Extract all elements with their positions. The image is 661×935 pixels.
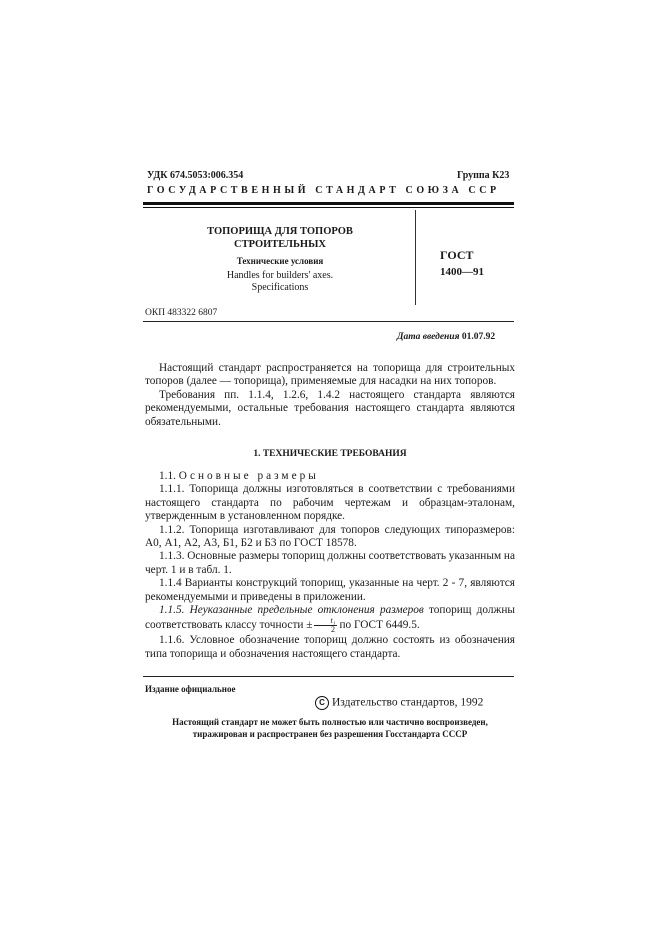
udk-code: УДК 674.5053:006.354: [147, 170, 244, 181]
section-title: 1. ТЕХНИЧЕСКИЕ ТРЕБОВАНИЯ: [253, 449, 407, 459]
paragraph-1-1-5-text: топорищ должны соответствовать классу точности ±: [145, 604, 515, 632]
section-body: [145, 470, 515, 661]
fraction-numerator: t₁: [314, 617, 337, 626]
title-line-2: СТРОИТЕЛЬНЫХ: [234, 239, 326, 250]
english-title-line-2: Specifications: [251, 282, 309, 293]
intro-text: [145, 362, 515, 429]
group-code: Группа К23: [457, 170, 510, 181]
title-line-1: ТОПОРИЩА ДЛЯ ТОПОРОВ: [207, 226, 353, 237]
tolerance-fraction: [314, 617, 337, 634]
subsection-title: Основные размеры: [178, 470, 319, 482]
paragraph-1-1-6: 1.1.6. Условное обозначение топорищ должно состоять из обозначения типа топорища и обозначения настоящего стандарта.: [145, 634, 515, 660]
gost-label: ГОСТ: [440, 248, 474, 262]
subsection-heading: [145, 470, 515, 483]
official-edition: Издание официальное: [145, 684, 236, 694]
gost-number: 1400—91: [440, 266, 484, 278]
paragraph-1-1-3: 1.1.3. Основные размеры топорищ должны соответствовать указанным на черт. 1 и в табл. 1.: [145, 550, 515, 576]
copyright-line: [315, 696, 483, 710]
paragraph-1-1-1: 1.1.1. Топорища должны изготовляться в соответствии с требованиями настоящего стандарта по рабочим чертежам и образцам-эталонам, утвержденным в установленном порядке.: [145, 483, 515, 523]
okp-rule: [143, 321, 514, 322]
english-title: [180, 270, 380, 294]
copyright-icon: C: [315, 696, 329, 710]
paragraph-1-1-5-tail: по ГОСТ 6449.5.: [339, 619, 420, 632]
paragraph-1-1-5: [145, 604, 515, 634]
intro-paragraph-1: Настоящий стандарт распространяется на топорища для строительных топоров (далее — топорища), применяемые для насадки на них топоров.: [145, 362, 515, 388]
copyright-text: Издательство стандартов, 1992: [332, 696, 484, 709]
reproduction-notice: [145, 717, 515, 740]
notice-line-2: тиражирован и распространен без разрешения Госстандарта СССР: [192, 728, 468, 739]
english-title-line-1: Handles for builders' axes.: [226, 270, 334, 281]
paragraph-1-1-2: 1.1.2. Топорища изготавливают для топоров следующих типоразмеров: А0, А1, А2, А3, Б1, Б2 и Б3 по ГОСТ 18578.: [145, 523, 515, 550]
document-subtitle: Технические условия: [236, 256, 324, 266]
intro-date: [397, 332, 495, 342]
okp-code: ОКП 483322 6807: [145, 308, 218, 318]
header-rule-thick: [143, 202, 514, 205]
notice-line-1: Настоящий стандарт не может быть полностью или частично воспроизведен,: [172, 717, 488, 727]
header-rule-thin: [143, 207, 514, 208]
subsection-number: 1.1.: [159, 470, 176, 482]
intro-date-label: Дата введения: [397, 332, 460, 342]
fraction-denominator: 2: [330, 625, 335, 635]
state-standard-heading: ГОСУДАРСТВЕННЫЙ СТАНДАРТ СОЮЗА ССР: [147, 185, 500, 196]
title-divider: [415, 210, 416, 305]
paragraph-1-1-4: 1.1.4 Варианты конструкций топорищ, указанные на черт. 2 - 7, являются рекомендуемыми и приведены в приложении.: [145, 577, 515, 603]
footer-rule: [143, 676, 514, 677]
paragraph-1-1-5-italic: 1.1.5. Неуказанные предельные отклонения размеров: [159, 604, 424, 617]
document-title: [180, 225, 380, 251]
intro-date-value: 01.07.92: [461, 332, 496, 342]
intro-paragraph-2: Требования пп. 1.1.4, 1.2.6, 1.4.2 настоящего стандарта являются рекомендуемыми, остальные требования настоящего стандарта являются обязательными.: [145, 388, 515, 428]
